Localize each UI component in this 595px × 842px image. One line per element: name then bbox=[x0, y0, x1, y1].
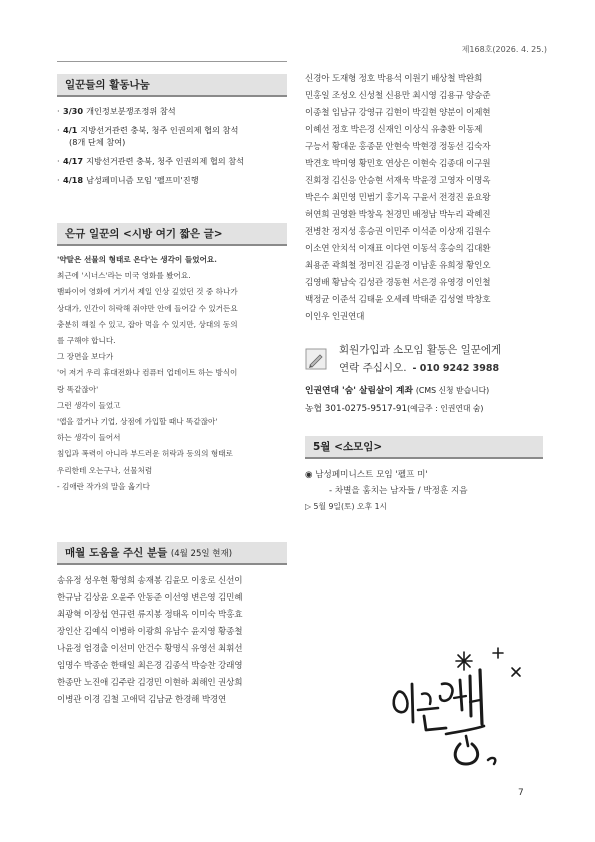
donor-line: 장인산 김예식 이병하 이광희 유남수 윤지영 황종철 bbox=[57, 627, 243, 638]
donor-names-continued bbox=[305, 71, 543, 326]
bank-account: 농협 301-0275-9517-91 bbox=[305, 404, 408, 414]
meeting-book: - 차별을 훔치는 남자들 / 박정훈 지음 bbox=[329, 486, 468, 496]
donor-line: 한종만 노진애 김주란 김경민 이현하 최해인 권상희 bbox=[57, 678, 243, 689]
issue-number: 제168호(2026. 4. 25.) bbox=[461, 45, 547, 54]
donors-title-text: 매월 도움을 주신 분들 bbox=[65, 547, 168, 560]
essay-body bbox=[57, 252, 287, 495]
essay-line: '앱을 깔거나 기업, 상점에 가입할 때나 똑같잖아' bbox=[57, 417, 218, 427]
essay-title: 은규 일꾼의 <시방 여기 짧은 글> bbox=[57, 223, 287, 246]
page-number: 7 bbox=[518, 788, 524, 798]
donor-line: 최광혁 이장섭 연규련 류지봉 정태옥 이미숙 박홍효 bbox=[57, 610, 243, 621]
essay-line: 상대가, 인간이 허락해 줘야만 안에 들어갈 수 있거든요 bbox=[57, 303, 238, 313]
donor-line: 진회정 김신응 안승현 서재욱 박윤경 고영자 이명옥 bbox=[305, 176, 491, 186]
meeting-item bbox=[305, 467, 543, 483]
meeting-date-line bbox=[305, 499, 543, 515]
donor-line: 김영배 황남숙 김성관 경동현 서은경 유영경 이인철 bbox=[305, 278, 491, 288]
meeting-name: 남성페미니스트 모임 '펠프 미' bbox=[315, 470, 428, 480]
donor-line: 신경아 도재형 정호 박용석 이원기 배상철 박완희 bbox=[305, 74, 483, 84]
essay-line: 랑 똑같잖아' bbox=[57, 384, 99, 394]
donor-names bbox=[57, 573, 287, 709]
donor-line: 이병관 이경 김철 고애덕 김남균 한경해 박경연 bbox=[57, 695, 227, 706]
contact-line-2 bbox=[339, 360, 499, 375]
bank-line bbox=[305, 401, 483, 414]
activity-date: 4/1 bbox=[63, 125, 78, 135]
account-line bbox=[305, 383, 489, 396]
donor-line: 허연희 권영환 박창옥 천경민 배정남 박누리 곽혜진 bbox=[305, 210, 491, 220]
bullet-dot-icon: · bbox=[57, 106, 60, 116]
essay-line: 를 구해야 합니다. bbox=[57, 336, 116, 346]
contact-line-1: 회원가입과 소모임 활동은 일꾼에게 bbox=[339, 344, 502, 356]
donor-line: 구능서 황대운 홍종문 안현숙 박현경 정동선 김숙자 bbox=[305, 142, 491, 152]
donor-line: 나윤정 엄경출 이선미 안건수 황명식 유영선 최휘선 bbox=[57, 644, 243, 655]
donor-line: 이종철 임남규 강영규 김현이 박길현 양분이 이제현 bbox=[305, 108, 491, 118]
activity-item bbox=[57, 174, 287, 186]
donors-title bbox=[57, 542, 287, 565]
activity-item bbox=[57, 105, 287, 117]
calligraphy-logo bbox=[380, 640, 530, 770]
activity-date: 3/30 bbox=[63, 106, 84, 116]
bullet-dot-icon: · bbox=[57, 156, 60, 166]
essay-line: - 김애란 작가의 말을 옮기다 bbox=[57, 481, 150, 491]
activities-list bbox=[57, 105, 287, 186]
donor-line: 박견호 박미영 황민호 연상은 이현숙 김종대 이구원 bbox=[305, 159, 491, 169]
account-label: 인권연대 '숨' 살림살이 계좌 bbox=[305, 386, 414, 396]
left-column bbox=[57, 74, 287, 709]
donors-section bbox=[57, 542, 287, 709]
donor-line: 임명수 박종순 한태일 최은경 김종석 박승찬 강래영 bbox=[57, 661, 243, 672]
donor-line: 백정균 이준석 김태윤 오세레 박태준 김성열 박창호 bbox=[305, 295, 491, 305]
donor-line: 이혜선 정호 박은경 신재인 이상식 유충환 이동제 bbox=[305, 125, 483, 135]
donor-line: 이인우 인권연대 bbox=[305, 312, 365, 322]
header-divider bbox=[57, 61, 287, 62]
meetings-body bbox=[305, 467, 543, 515]
essay-line: 충분히 해칠 수 있고, 잡아 먹을 수 있지만, 상대의 동의 bbox=[57, 319, 238, 329]
activity-text-cont: (8개 단체 참여) bbox=[69, 137, 126, 147]
essay-line: '어 저거 우리 휴대전화나 컴퓨터 업데이트 하는 방식이 bbox=[57, 368, 238, 378]
bank-holder: (예금주 : 인권연대 숨) bbox=[407, 404, 484, 413]
activities-section bbox=[57, 74, 287, 186]
activity-text: 지방선거관련 충북, 청주 인권의제 협의 참석 bbox=[80, 125, 239, 135]
essay-line: 그 장면을 보다가 bbox=[57, 352, 114, 362]
contact-box bbox=[305, 342, 543, 454]
radio-bullet-icon: ◉ bbox=[305, 470, 313, 480]
donor-line: 민홍일 조성오 신성철 신용만 최시영 김용규 양승준 bbox=[305, 91, 491, 101]
essay-line: 최근에 '시너스'라는 미국 영화를 봤어요. bbox=[57, 271, 191, 281]
essay-line: 우리한테 오는구나, 선물처럼 bbox=[57, 465, 153, 475]
contact-request: 연락 주십시오. bbox=[339, 362, 407, 374]
meetings-title: 5월 <소모임> bbox=[305, 436, 543, 459]
essay-line: 하는 생각이 들어서 bbox=[57, 433, 121, 443]
donor-line: 한규남 김상윤 오윤주 안동준 이선영 변은영 김민혜 bbox=[57, 593, 243, 604]
essay-section bbox=[57, 223, 287, 495]
essay-line: 그런 생각이 들었고 bbox=[57, 400, 121, 410]
right-column bbox=[305, 71, 543, 515]
bullet-dot-icon: · bbox=[57, 175, 60, 185]
essay-line: 침입과 폭력이 아니라 부드러운 허락과 동의의 형태로 bbox=[57, 449, 233, 459]
pencil-icon bbox=[305, 348, 327, 370]
account-note: (CMS 신청 받습니다) bbox=[415, 386, 490, 395]
donor-line: 박은수 최민영 민범기 홍기옥 구윤서 전경진 윤요왕 bbox=[305, 193, 491, 203]
donor-line: 송유정 성우현 황영희 송재봉 김윤모 이웅로 신선이 bbox=[57, 576, 243, 587]
bullet-dot-icon: · bbox=[57, 125, 60, 135]
activity-text: 개인정보분쟁조정위 참석 bbox=[86, 106, 176, 116]
essay-line: 뱀파이어 영화에 거기서 제일 인상 깊었던 것 중 하나가 bbox=[57, 287, 238, 297]
triangle-right-icon: ▷ bbox=[305, 502, 311, 511]
activity-item bbox=[57, 124, 287, 148]
essay-line: '약탈은 선물의 형태로 온다'는 생각이 들었어요. bbox=[57, 255, 217, 264]
donor-line: 최용준 곽희철 정미진 김윤경 이남훈 유희정 황인오 bbox=[305, 261, 491, 271]
activity-text: 지방선거관련 충북, 청주 인권의제 협의 참석 bbox=[86, 156, 245, 166]
contact-phone: - 010 9242 3988 bbox=[412, 363, 500, 374]
donor-line: 이소연 안치석 이재표 이다연 이동석 홍승의 김대환 bbox=[305, 244, 491, 254]
donors-date: (4월 25일 현재) bbox=[170, 549, 233, 560]
activity-date: 4/17 bbox=[63, 156, 84, 166]
activity-date: 4/18 bbox=[63, 175, 84, 185]
activity-text: 남성페미니즘 모임 '펠프미'진행 bbox=[86, 175, 199, 185]
meeting-date: 5월 9일(토) 오후 1시 bbox=[313, 502, 388, 511]
donor-line: 전병찬 정지성 홍승권 이민주 이석준 이상재 김원수 bbox=[305, 227, 491, 237]
activities-title: 일꾼들의 활동나눔 bbox=[57, 74, 287, 97]
activity-item bbox=[57, 155, 287, 167]
